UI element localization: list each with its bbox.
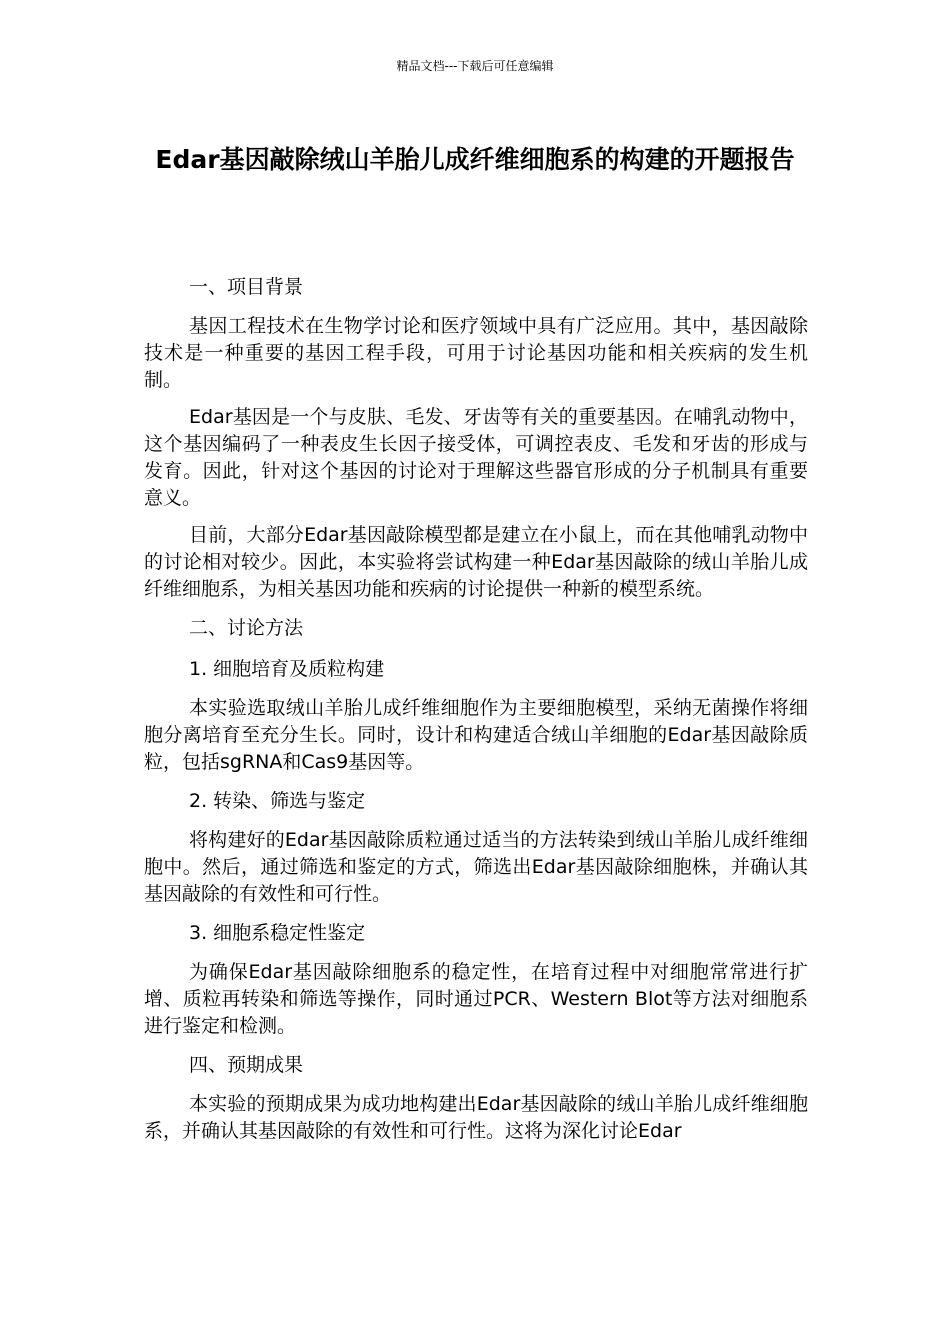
paragraph-background-1: 基因工程技术在生物学讨论和医疗领域中具有广泛应用。其中，基因敲除技术是一种重要的基因工程手段，可用于讨论基因功能和相关疾病的发生机制。 — [144, 315, 808, 391]
paragraph-method-2: 将构建好的Edar基因敲除质粒通过适当的方法转染到绒山羊胎儿成纤维细胞中。然后，通过筛选和鉴定的方式，筛选出Edar基因敲除细胞株，并确认其基因敲除的有效性和可行性。 — [144, 829, 808, 905]
document-body — [144, 272, 808, 1155]
paragraph-background-3: 目前，大部分Edar基因敲除模型都是建立在小鼠上，而在其他哺乳动物中的讨论相对较少。因此，本实验将尝试构建一种Edar基因敲除的绒山羊胎儿成纤维细胞系，为相关基因功能和疾病的讨论提供一种新的模型系统。 — [144, 524, 808, 600]
section-heading-methods: 二、讨论方法 — [189, 617, 304, 639]
document-title: Edar基因敲除绒山羊胎儿成纤维细胞系的构建的开题报告 — [155, 145, 795, 174]
paragraph-results: 本实验的预期成果为成功地构建出Edar基因敲除的绒山羊胎儿成纤维细胞系，并确认其基因敲除的有效性和可行性。这将为深化讨论Edar — [144, 1093, 808, 1142]
paragraph-method-1: 本实验选取绒山羊胎儿成纤维细胞作为主要细胞模型，采纳无菌操作将细胞分离培育至充分生长。同时，设计和构建适合绒山羊细胞的Edar基因敲除质粒，包括sgRNA和Cas9基因等。 — [144, 697, 808, 773]
subheading-method-2: 2. 转染、筛选与鉴定 — [189, 790, 366, 812]
page-header-note: 精品文档---下载后可任意编辑 — [396, 59, 554, 73]
subheading-method-1: 1. 细胞培育及质粒构建 — [189, 658, 385, 680]
section-heading-results: 四、预期成果 — [189, 1054, 304, 1076]
paragraph-method-3: 为确保Edar基因敲除细胞系的稳定性，在培育过程中对细胞常常进行扩增、质粒再转染和筛选等操作，同时通过PCR、Western Blot等方法对细胞系进行鉴定和检测。 — [144, 961, 808, 1037]
section-heading-background: 一、项目背景 — [189, 276, 304, 298]
paragraph-background-2: Edar基因是一个与皮肤、毛发、牙齿等有关的重要基因。在哺乳动物中，这个基因编码了一种表皮生长因子接受体，可调控表皮、毛发和牙齿的形成与发育。因此，针对这个基因的讨论对于理解这些器官形成的分子机制具有重要意义。 — [144, 406, 808, 509]
subheading-method-3: 3. 细胞系稳定性鉴定 — [189, 922, 366, 944]
